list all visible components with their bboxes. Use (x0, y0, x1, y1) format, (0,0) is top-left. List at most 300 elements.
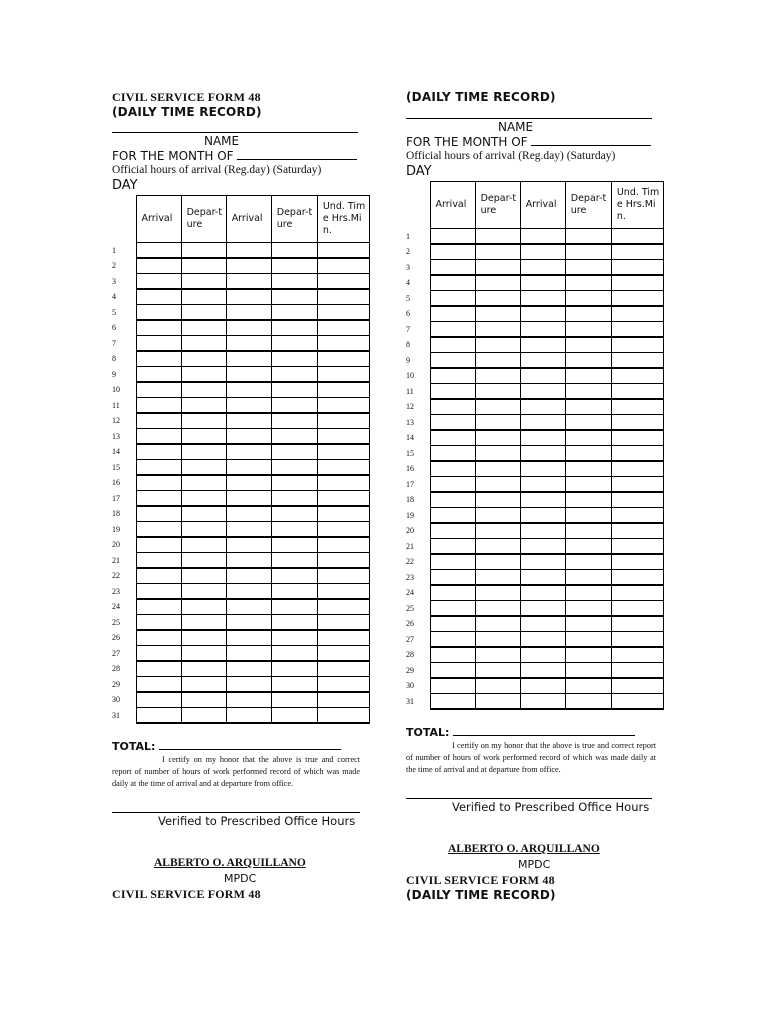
departure-pm-cell[interactable] (271, 599, 317, 615)
departure-pm-cell[interactable] (271, 258, 317, 274)
departure-am-cell[interactable] (475, 461, 520, 477)
arrival-pm-cell[interactable] (520, 616, 565, 632)
departure-am-cell[interactable] (475, 492, 520, 508)
departure-am-cell[interactable] (181, 522, 226, 538)
arrival-pm-cell[interactable] (226, 506, 271, 522)
departure-pm-cell[interactable] (565, 570, 611, 586)
departure-am-cell[interactable] (475, 477, 520, 493)
undertime-cell[interactable] (611, 554, 663, 570)
undertime-cell[interactable] (317, 460, 369, 476)
departure-am-cell[interactable] (181, 491, 226, 507)
departure-pm-cell[interactable] (271, 367, 317, 383)
undertime-cell[interactable] (611, 322, 663, 338)
verify-line[interactable] (406, 798, 652, 799)
arrival-pm-cell[interactable] (520, 570, 565, 586)
arrival-pm-cell[interactable] (226, 646, 271, 662)
undertime-cell[interactable] (317, 708, 369, 724)
arrival-pm-cell[interactable] (226, 413, 271, 429)
undertime-cell[interactable] (611, 260, 663, 276)
arrival-pm-cell[interactable] (226, 568, 271, 584)
undertime-cell[interactable] (611, 601, 663, 617)
undertime-cell[interactable] (611, 632, 663, 648)
arrival-pm-cell[interactable] (226, 708, 271, 724)
departure-am-cell[interactable] (475, 291, 520, 307)
arrival-am-cell[interactable] (430, 415, 475, 431)
name-line[interactable] (112, 132, 358, 133)
departure-am-cell[interactable] (181, 444, 226, 460)
departure-am-cell[interactable] (475, 446, 520, 462)
arrival-pm-cell[interactable] (226, 444, 271, 460)
arrival-am-cell[interactable] (136, 413, 181, 429)
arrival-pm-cell[interactable] (520, 554, 565, 570)
arrival-am-cell[interactable] (430, 399, 475, 415)
undertime-cell[interactable] (317, 367, 369, 383)
departure-pm-cell[interactable] (565, 647, 611, 663)
arrival-pm-cell[interactable] (520, 647, 565, 663)
departure-pm-cell[interactable] (271, 413, 317, 429)
departure-pm-cell[interactable] (565, 539, 611, 555)
arrival-pm-cell[interactable] (520, 260, 565, 276)
departure-am-cell[interactable] (181, 243, 226, 259)
arrival-pm-cell[interactable] (226, 522, 271, 538)
undertime-cell[interactable] (317, 584, 369, 600)
arrival-pm-cell[interactable] (520, 601, 565, 617)
arrival-am-cell[interactable] (430, 539, 475, 555)
undertime-cell[interactable] (317, 692, 369, 708)
arrival-pm-cell[interactable] (520, 306, 565, 322)
undertime-cell[interactable] (611, 244, 663, 260)
departure-am-cell[interactable] (475, 322, 520, 338)
departure-am-cell[interactable] (475, 337, 520, 353)
departure-pm-cell[interactable] (565, 446, 611, 462)
departure-pm-cell[interactable] (271, 553, 317, 569)
departure-pm-cell[interactable] (271, 677, 317, 693)
arrival-am-cell[interactable] (430, 601, 475, 617)
arrival-pm-cell[interactable] (226, 289, 271, 305)
arrival-pm-cell[interactable] (520, 322, 565, 338)
departure-am-cell[interactable] (475, 430, 520, 446)
undertime-cell[interactable] (611, 415, 663, 431)
arrival-pm-cell[interactable] (226, 692, 271, 708)
departure-am-cell[interactable] (181, 661, 226, 677)
departure-am-cell[interactable] (181, 289, 226, 305)
departure-pm-cell[interactable] (565, 461, 611, 477)
arrival-pm-cell[interactable] (226, 398, 271, 414)
departure-pm-cell[interactable] (565, 337, 611, 353)
undertime-cell[interactable] (317, 630, 369, 646)
departure-am-cell[interactable] (181, 429, 226, 445)
departure-pm-cell[interactable] (565, 492, 611, 508)
departure-am-cell[interactable] (181, 475, 226, 491)
departure-am-cell[interactable] (475, 353, 520, 369)
departure-am-cell[interactable] (181, 367, 226, 383)
total-blank[interactable] (159, 740, 341, 750)
undertime-cell[interactable] (611, 461, 663, 477)
departure-pm-cell[interactable] (565, 353, 611, 369)
arrival-pm-cell[interactable] (520, 632, 565, 648)
undertime-cell[interactable] (317, 522, 369, 538)
departure-pm-cell[interactable] (271, 615, 317, 631)
departure-pm-cell[interactable] (565, 678, 611, 694)
departure-pm-cell[interactable] (271, 460, 317, 476)
undertime-cell[interactable] (317, 382, 369, 398)
arrival-pm-cell[interactable] (226, 475, 271, 491)
total-field[interactable] (112, 740, 341, 753)
arrival-pm-cell[interactable] (226, 367, 271, 383)
arrival-am-cell[interactable] (136, 258, 181, 274)
arrival-am-cell[interactable] (430, 523, 475, 539)
departure-pm-cell[interactable] (565, 694, 611, 710)
departure-pm-cell[interactable] (271, 289, 317, 305)
undertime-cell[interactable] (611, 275, 663, 291)
departure-pm-cell[interactable] (565, 306, 611, 322)
departure-pm-cell[interactable] (271, 630, 317, 646)
arrival-pm-cell[interactable] (520, 399, 565, 415)
departure-am-cell[interactable] (475, 585, 520, 601)
arrival-pm-cell[interactable] (226, 677, 271, 693)
arrival-am-cell[interactable] (430, 477, 475, 493)
arrival-pm-cell[interactable] (226, 382, 271, 398)
arrival-pm-cell[interactable] (520, 229, 565, 245)
departure-pm-cell[interactable] (271, 444, 317, 460)
arrival-am-cell[interactable] (136, 584, 181, 600)
arrival-am-cell[interactable] (136, 460, 181, 476)
arrival-am-cell[interactable] (430, 461, 475, 477)
departure-am-cell[interactable] (475, 570, 520, 586)
arrival-pm-cell[interactable] (520, 244, 565, 260)
month-field[interactable] (112, 148, 357, 163)
departure-pm-cell[interactable] (565, 244, 611, 260)
departure-pm-cell[interactable] (565, 275, 611, 291)
departure-pm-cell[interactable] (271, 243, 317, 259)
arrival-pm-cell[interactable] (226, 491, 271, 507)
undertime-cell[interactable] (611, 430, 663, 446)
arrival-am-cell[interactable] (430, 244, 475, 260)
arrival-am-cell[interactable] (430, 337, 475, 353)
departure-pm-cell[interactable] (565, 399, 611, 415)
undertime-cell[interactable] (317, 568, 369, 584)
arrival-am-cell[interactable] (136, 599, 181, 615)
departure-pm-cell[interactable] (565, 322, 611, 338)
departure-am-cell[interactable] (475, 663, 520, 679)
departure-am-cell[interactable] (181, 692, 226, 708)
undertime-cell[interactable] (317, 475, 369, 491)
departure-am-cell[interactable] (475, 244, 520, 260)
arrival-pm-cell[interactable] (520, 461, 565, 477)
undertime-cell[interactable] (611, 477, 663, 493)
arrival-am-cell[interactable] (136, 289, 181, 305)
departure-am-cell[interactable] (475, 694, 520, 710)
arrival-pm-cell[interactable] (226, 274, 271, 290)
departure-am-cell[interactable] (181, 274, 226, 290)
departure-pm-cell[interactable] (565, 415, 611, 431)
departure-am-cell[interactable] (181, 305, 226, 321)
arrival-am-cell[interactable] (136, 305, 181, 321)
undertime-cell[interactable] (611, 585, 663, 601)
undertime-cell[interactable] (317, 336, 369, 352)
arrival-pm-cell[interactable] (226, 537, 271, 553)
departure-pm-cell[interactable] (271, 537, 317, 553)
undertime-cell[interactable] (317, 243, 369, 259)
undertime-cell[interactable] (611, 663, 663, 679)
arrival-am-cell[interactable] (136, 475, 181, 491)
arrival-pm-cell[interactable] (520, 368, 565, 384)
departure-am-cell[interactable] (181, 553, 226, 569)
departure-pm-cell[interactable] (271, 568, 317, 584)
arrival-pm-cell[interactable] (520, 337, 565, 353)
departure-am-cell[interactable] (181, 646, 226, 662)
total-field[interactable] (406, 726, 635, 739)
arrival-pm-cell[interactable] (226, 305, 271, 321)
arrival-pm-cell[interactable] (520, 694, 565, 710)
undertime-cell[interactable] (317, 413, 369, 429)
arrival-pm-cell[interactable] (226, 661, 271, 677)
arrival-pm-cell[interactable] (520, 477, 565, 493)
arrival-pm-cell[interactable] (520, 492, 565, 508)
departure-am-cell[interactable] (181, 413, 226, 429)
undertime-cell[interactable] (611, 678, 663, 694)
departure-am-cell[interactable] (475, 260, 520, 276)
arrival-am-cell[interactable] (430, 585, 475, 601)
departure-pm-cell[interactable] (271, 692, 317, 708)
arrival-am-cell[interactable] (136, 320, 181, 336)
arrival-am-cell[interactable] (430, 260, 475, 276)
undertime-cell[interactable] (317, 537, 369, 553)
departure-pm-cell[interactable] (565, 616, 611, 632)
departure-am-cell[interactable] (181, 630, 226, 646)
arrival-am-cell[interactable] (136, 398, 181, 414)
arrival-am-cell[interactable] (136, 506, 181, 522)
departure-am-cell[interactable] (181, 398, 226, 414)
undertime-cell[interactable] (611, 306, 663, 322)
departure-pm-cell[interactable] (271, 708, 317, 724)
departure-am-cell[interactable] (475, 616, 520, 632)
arrival-am-cell[interactable] (136, 444, 181, 460)
arrival-am-cell[interactable] (136, 568, 181, 584)
arrival-am-cell[interactable] (136, 367, 181, 383)
month-blank[interactable] (237, 148, 357, 160)
undertime-cell[interactable] (611, 616, 663, 632)
departure-am-cell[interactable] (181, 537, 226, 553)
undertime-cell[interactable] (611, 337, 663, 353)
arrival-am-cell[interactable] (136, 382, 181, 398)
departure-pm-cell[interactable] (565, 477, 611, 493)
departure-pm-cell[interactable] (271, 506, 317, 522)
arrival-am-cell[interactable] (430, 508, 475, 524)
arrival-am-cell[interactable] (430, 570, 475, 586)
arrival-pm-cell[interactable] (520, 663, 565, 679)
arrival-pm-cell[interactable] (226, 320, 271, 336)
undertime-cell[interactable] (317, 646, 369, 662)
departure-am-cell[interactable] (181, 568, 226, 584)
departure-am-cell[interactable] (181, 599, 226, 615)
arrival-am-cell[interactable] (430, 291, 475, 307)
arrival-pm-cell[interactable] (520, 430, 565, 446)
arrival-am-cell[interactable] (136, 553, 181, 569)
arrival-pm-cell[interactable] (226, 630, 271, 646)
undertime-cell[interactable] (317, 553, 369, 569)
arrival-am-cell[interactable] (430, 678, 475, 694)
departure-pm-cell[interactable] (271, 274, 317, 290)
arrival-am-cell[interactable] (136, 630, 181, 646)
arrival-am-cell[interactable] (136, 274, 181, 290)
undertime-cell[interactable] (317, 305, 369, 321)
name-line[interactable] (406, 118, 652, 119)
undertime-cell[interactable] (611, 647, 663, 663)
arrival-am-cell[interactable] (430, 353, 475, 369)
departure-am-cell[interactable] (475, 368, 520, 384)
undertime-cell[interactable] (611, 570, 663, 586)
departure-am-cell[interactable] (475, 523, 520, 539)
undertime-cell[interactable] (611, 446, 663, 462)
departure-am-cell[interactable] (475, 384, 520, 400)
departure-pm-cell[interactable] (271, 646, 317, 662)
undertime-cell[interactable] (611, 508, 663, 524)
departure-pm-cell[interactable] (565, 430, 611, 446)
departure-am-cell[interactable] (181, 677, 226, 693)
arrival-am-cell[interactable] (430, 694, 475, 710)
arrival-pm-cell[interactable] (226, 553, 271, 569)
departure-am-cell[interactable] (475, 275, 520, 291)
departure-pm-cell[interactable] (565, 260, 611, 276)
month-field[interactable] (406, 134, 651, 149)
arrival-am-cell[interactable] (136, 692, 181, 708)
undertime-cell[interactable] (611, 229, 663, 245)
departure-pm-cell[interactable] (271, 336, 317, 352)
departure-am-cell[interactable] (181, 460, 226, 476)
arrival-pm-cell[interactable] (520, 678, 565, 694)
undertime-cell[interactable] (317, 274, 369, 290)
departure-pm-cell[interactable] (565, 368, 611, 384)
arrival-am-cell[interactable] (136, 615, 181, 631)
departure-am-cell[interactable] (475, 508, 520, 524)
arrival-am-cell[interactable] (430, 368, 475, 384)
departure-pm-cell[interactable] (271, 398, 317, 414)
undertime-cell[interactable] (317, 506, 369, 522)
total-blank[interactable] (453, 726, 635, 736)
undertime-cell[interactable] (317, 491, 369, 507)
undertime-cell[interactable] (317, 615, 369, 631)
departure-am-cell[interactable] (181, 320, 226, 336)
arrival-pm-cell[interactable] (226, 336, 271, 352)
departure-pm-cell[interactable] (565, 632, 611, 648)
departure-am-cell[interactable] (181, 708, 226, 724)
arrival-am-cell[interactable] (136, 351, 181, 367)
arrival-pm-cell[interactable] (520, 353, 565, 369)
undertime-cell[interactable] (317, 677, 369, 693)
undertime-cell[interactable] (611, 492, 663, 508)
arrival-pm-cell[interactable] (226, 429, 271, 445)
departure-pm-cell[interactable] (565, 585, 611, 601)
departure-pm-cell[interactable] (271, 382, 317, 398)
departure-am-cell[interactable] (475, 632, 520, 648)
departure-pm-cell[interactable] (565, 554, 611, 570)
undertime-cell[interactable] (611, 523, 663, 539)
arrival-am-cell[interactable] (136, 491, 181, 507)
arrival-pm-cell[interactable] (226, 351, 271, 367)
arrival-pm-cell[interactable] (520, 523, 565, 539)
undertime-cell[interactable] (611, 399, 663, 415)
departure-pm-cell[interactable] (565, 523, 611, 539)
arrival-pm-cell[interactable] (226, 615, 271, 631)
departure-pm-cell[interactable] (565, 601, 611, 617)
departure-pm-cell[interactable] (565, 229, 611, 245)
departure-am-cell[interactable] (475, 539, 520, 555)
arrival-pm-cell[interactable] (226, 258, 271, 274)
arrival-am-cell[interactable] (430, 554, 475, 570)
undertime-cell[interactable] (317, 258, 369, 274)
departure-am-cell[interactable] (181, 382, 226, 398)
departure-pm-cell[interactable] (271, 320, 317, 336)
verify-line[interactable] (112, 812, 360, 813)
arrival-am-cell[interactable] (136, 677, 181, 693)
arrival-pm-cell[interactable] (520, 291, 565, 307)
departure-pm-cell[interactable] (565, 291, 611, 307)
departure-am-cell[interactable] (181, 584, 226, 600)
departure-am-cell[interactable] (475, 647, 520, 663)
departure-am-cell[interactable] (475, 415, 520, 431)
departure-am-cell[interactable] (181, 258, 226, 274)
arrival-pm-cell[interactable] (226, 599, 271, 615)
arrival-pm-cell[interactable] (520, 539, 565, 555)
undertime-cell[interactable] (611, 694, 663, 710)
undertime-cell[interactable] (317, 599, 369, 615)
arrival-am-cell[interactable] (136, 708, 181, 724)
departure-am-cell[interactable] (475, 678, 520, 694)
undertime-cell[interactable] (611, 291, 663, 307)
undertime-cell[interactable] (317, 429, 369, 445)
departure-pm-cell[interactable] (271, 522, 317, 538)
arrival-am-cell[interactable] (430, 229, 475, 245)
month-blank[interactable] (531, 134, 651, 146)
departure-am-cell[interactable] (181, 336, 226, 352)
undertime-cell[interactable] (317, 444, 369, 460)
arrival-pm-cell[interactable] (520, 384, 565, 400)
departure-pm-cell[interactable] (271, 351, 317, 367)
arrival-am-cell[interactable] (136, 661, 181, 677)
arrival-pm-cell[interactable] (520, 415, 565, 431)
departure-am-cell[interactable] (475, 306, 520, 322)
arrival-am-cell[interactable] (430, 632, 475, 648)
arrival-am-cell[interactable] (430, 306, 475, 322)
departure-pm-cell[interactable] (271, 661, 317, 677)
departure-am-cell[interactable] (181, 615, 226, 631)
departure-pm-cell[interactable] (271, 305, 317, 321)
undertime-cell[interactable] (317, 320, 369, 336)
undertime-cell[interactable] (611, 539, 663, 555)
arrival-pm-cell[interactable] (520, 446, 565, 462)
undertime-cell[interactable] (317, 661, 369, 677)
arrival-am-cell[interactable] (430, 647, 475, 663)
departure-am-cell[interactable] (181, 506, 226, 522)
arrival-pm-cell[interactable] (520, 585, 565, 601)
arrival-pm-cell[interactable] (520, 508, 565, 524)
arrival-am-cell[interactable] (136, 243, 181, 259)
undertime-cell[interactable] (317, 351, 369, 367)
arrival-am-cell[interactable] (430, 430, 475, 446)
arrival-am-cell[interactable] (430, 492, 475, 508)
departure-pm-cell[interactable] (565, 384, 611, 400)
arrival-am-cell[interactable] (136, 537, 181, 553)
departure-pm-cell[interactable] (271, 429, 317, 445)
arrival-am-cell[interactable] (430, 616, 475, 632)
departure-am-cell[interactable] (475, 601, 520, 617)
undertime-cell[interactable] (317, 398, 369, 414)
departure-pm-cell[interactable] (271, 491, 317, 507)
arrival-am-cell[interactable] (136, 336, 181, 352)
departure-pm-cell[interactable] (565, 508, 611, 524)
arrival-am-cell[interactable] (430, 275, 475, 291)
